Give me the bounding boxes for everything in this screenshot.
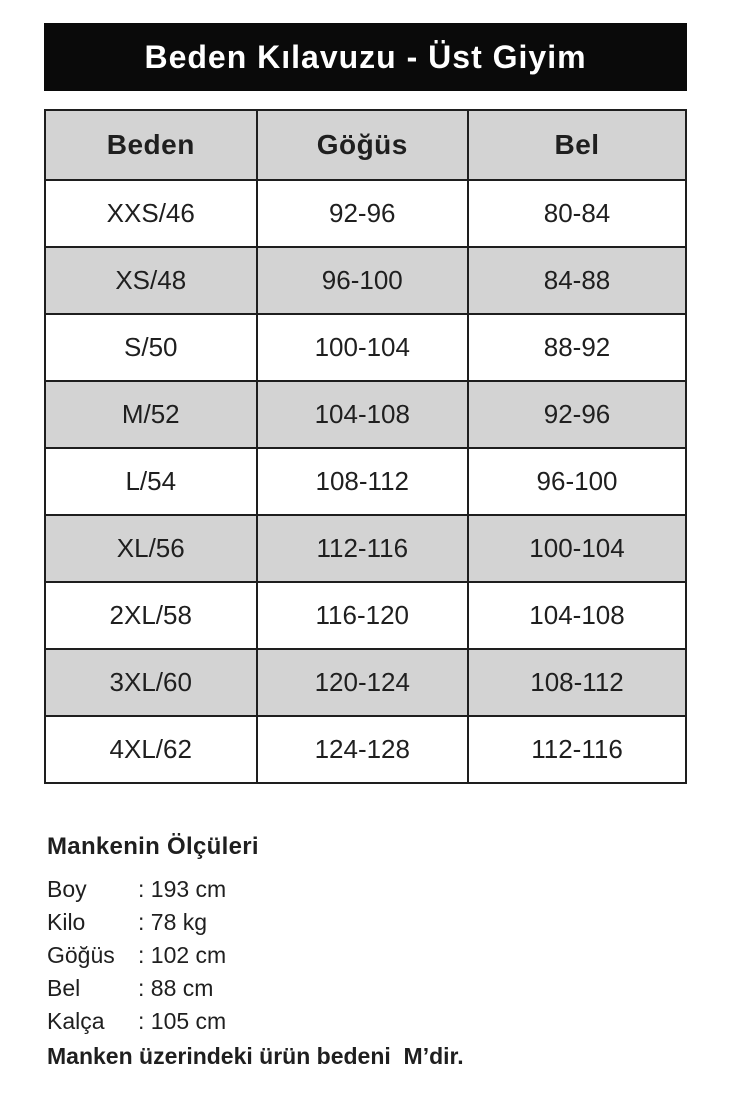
title-banner	[44, 23, 687, 91]
chest-cell: 96-100	[257, 247, 469, 314]
waist-cell: 84-88	[468, 247, 686, 314]
size-cell: 3XL/60	[45, 649, 257, 716]
measurement-label: Kilo	[47, 909, 86, 935]
size-cell: XL/56	[45, 515, 257, 582]
measurement-value: : 105 cm	[138, 1008, 227, 1034]
size-cell: 4XL/62	[45, 716, 257, 783]
waist-cell: 88-92	[468, 314, 686, 381]
chest-cell: 112-116	[257, 515, 469, 582]
chest-cell: 124-128	[257, 716, 469, 783]
waist-cell: 104-108	[468, 582, 686, 649]
size-chart-table	[44, 109, 687, 784]
table-row	[45, 314, 686, 381]
table-row	[45, 247, 686, 314]
table-row	[45, 381, 686, 448]
waist-cell: 92-96	[468, 381, 686, 448]
measurement-row-weight	[47, 906, 687, 939]
measurement-row-hip	[47, 1005, 687, 1038]
model-measurements-heading: Mankenin Ölçüleri	[47, 833, 259, 860]
measurement-label: Boy	[47, 876, 87, 902]
table-row	[45, 582, 686, 649]
table-row	[45, 716, 686, 783]
table-header-row	[45, 110, 686, 180]
table-row	[45, 448, 686, 515]
size-cell: S/50	[45, 314, 257, 381]
chest-cell: 104-108	[257, 381, 469, 448]
measurement-row-waist	[47, 972, 687, 1005]
table-row	[45, 180, 686, 247]
waist-cell: 80-84	[468, 180, 686, 247]
column-header-gogus: Göğüs	[257, 110, 469, 180]
chest-cell: 92-96	[257, 180, 469, 247]
waist-cell: 112-116	[468, 716, 686, 783]
size-cell: L/54	[45, 448, 257, 515]
size-cell: M/52	[45, 381, 257, 448]
measurement-label: Kalça	[47, 1008, 105, 1034]
measurement-row-height	[47, 873, 687, 906]
model-size-note: Manken üzerindeki ürün bedeni M’dir.	[47, 1043, 464, 1069]
column-header-bel: Bel	[468, 110, 686, 180]
chest-cell: 120-124	[257, 649, 469, 716]
measurement-value: : 102 cm	[138, 942, 227, 968]
waist-cell: 96-100	[468, 448, 686, 515]
chest-cell: 100-104	[257, 314, 469, 381]
size-cell: XS/48	[45, 247, 257, 314]
page-title: Beden Kılavuzu - Üst Giyim	[144, 38, 587, 75]
waist-cell: 108-112	[468, 649, 686, 716]
chest-cell: 116-120	[257, 582, 469, 649]
size-cell: XXS/46	[45, 180, 257, 247]
measurement-value: : 88 cm	[138, 975, 214, 1001]
table-row	[45, 515, 686, 582]
waist-cell: 100-104	[468, 515, 686, 582]
measurement-value: : 78 kg	[138, 909, 208, 935]
chest-cell: 108-112	[257, 448, 469, 515]
measurement-value: : 193 cm	[138, 876, 227, 902]
size-cell: 2XL/58	[45, 582, 257, 649]
measurement-row-chest	[47, 939, 687, 972]
table-row	[45, 649, 686, 716]
measurement-label: Göğüs	[47, 942, 115, 968]
column-header-beden: Beden	[45, 110, 257, 180]
model-measurements-section	[47, 833, 687, 1070]
measurement-label: Bel	[47, 975, 81, 1001]
